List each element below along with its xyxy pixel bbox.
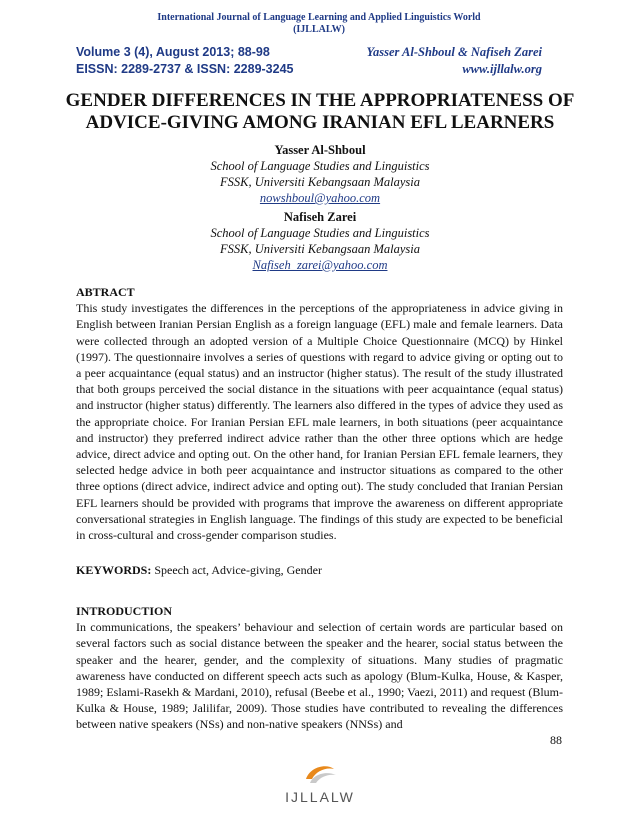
- author-affiliation: School of Language Studies and Linguistics: [210, 159, 430, 173]
- author-block-2: [120, 209, 520, 273]
- journal-name-line2: (IJLLALW): [293, 24, 345, 35]
- paper-title-line1: GENDER DIFFERENCES IN THE APPROPRIATENESS OF: [65, 90, 575, 111]
- journal-name-line1: International Journal of Language Learning and Applied Linguistics World: [157, 12, 481, 23]
- logo-text: IJLLALW: [285, 789, 355, 805]
- abstract-text: This study investigates the differences in the perceptions of the appropriateness in advice giving in English between Iranian Persian English as a foreign language (EFL) male and female learners. Data were collected through an adopted version of a Multiple Choice Questionnaire (MCQ) by Hinkel (1997). The questionnaire involves a series of questions with regard to advice giving or opting out to a peer acquaintance (equal status) and an instructor (higher status). The result of the study illustrated that both groups perceived the social distance in the situations with peer acquaintance (equal status) and instructor (higher status) differently. The learners also differed in the types of advice they used as the appropriate choice. For Iranian Persian EFL male learners, in both situations (peer acquaintance and instructor) they preferred indirect advice rather than the other three options which are hedge advice, direct advice and opting out. On the other hand, for Iranian Persian EFL female learners, they selected hedge advice in both peer acquaintance and instructor situations as compared to the other three options (direct advice, indirect advice and opting out). The study concluded that Iranian Persian EFL learners should be provided with programs that improve the awareness on different appropriate conversational strategies in English language. The findings of this study are expected to be beneficial in cross-cultural and cross-gender comparison studies.: [76, 301, 563, 543]
- keywords-label: KEYWORDS:: [76, 563, 152, 577]
- author-email-link[interactable]: Nafiseh_zarei@yahoo.com: [252, 258, 388, 272]
- author-name: Yasser Al-Shboul: [274, 143, 366, 157]
- author-block-1: [120, 142, 520, 206]
- volume-info: Volume 3 (4), August 2013; 88-98: [76, 45, 270, 59]
- journal-logo: [270, 761, 370, 805]
- author-affiliation: FSSK, Universiti Kebangsaan Malaysia: [220, 242, 420, 256]
- author-name: Nafiseh Zarei: [283, 210, 357, 224]
- introduction-text: In communications, the speakers’ behaviour and selection of certain words are particular based on several factors such as social distance between the speaker and the hearer, social status between the speaker and the hearer, gender, and the complexity of situations. Many studies of pragmatic awareness have conducted on different speech acts such as apology (Blum-Kulka, House, & Kasper, 1989; Eslami-Rasekh & Mardani, 2010), refusal (Beebe et al., 1990; Vaezi, 2011) and request (Blum-Kulka & House, 1989; Jalilifar, 2009). Those studies have contributed to revealing the differences between native speakers (NSs) and non-native speakers (NNSs) and: [76, 620, 563, 732]
- introduction-section: [76, 603, 563, 733]
- page-number: 88: [550, 733, 562, 747]
- author-email-link[interactable]: nowshboul@yahoo.com: [259, 191, 381, 205]
- keywords-text: Speech act, Advice-giving, Gender: [151, 563, 322, 577]
- author-affiliation: FSSK, Universiti Kebangsaan Malaysia: [220, 175, 420, 189]
- authors-short: Yasser Al-Shboul & Nafiseh Zarei: [366, 45, 542, 59]
- keywords-section: [76, 562, 563, 578]
- abstract-heading: ABTRACT: [76, 285, 135, 299]
- journal-website-link[interactable]: www.ijllalw.org: [462, 62, 542, 76]
- header-row-volume: [76, 45, 542, 60]
- introduction-heading: INTRODUCTION: [76, 604, 173, 618]
- paper-title-line2: ADVICE-GIVING AMONG IRANIAN EFL LEARNERS: [85, 112, 555, 133]
- header-row-issn: [76, 62, 542, 77]
- author-affiliation: School of Language Studies and Linguistics: [210, 226, 430, 240]
- swirl-logo-icon: [300, 761, 340, 787]
- abstract-section: [76, 284, 563, 543]
- issn-info: EISSN: 2289-2737 & ISSN: 2289-3245: [76, 62, 294, 76]
